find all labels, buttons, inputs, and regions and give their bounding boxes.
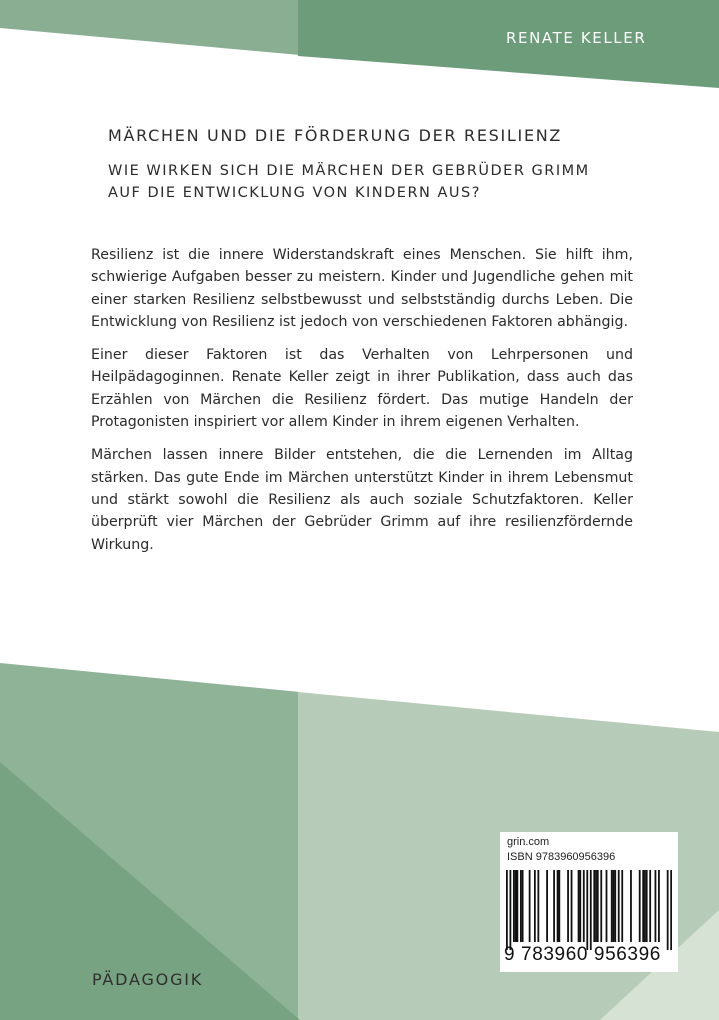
- barcode-bar: [553, 870, 555, 942]
- barcode-digits: 9 783960 956396: [504, 944, 661, 965]
- barcode-bar: [578, 870, 580, 942]
- barcode-bar: [611, 870, 613, 942]
- barcode-bar: [583, 870, 585, 942]
- barcode-bar: [655, 870, 657, 942]
- subtitle-line-1: WIE WIRKEN SICH DIE MÄRCHEN DER GEBRÜDER GRIMM: [108, 163, 590, 179]
- barcode-bar: [579, 870, 581, 942]
- barcode-bar: [597, 870, 599, 942]
- barcode-bar: [670, 870, 672, 950]
- barcode-bar: [667, 870, 669, 950]
- blurb-paragraph-2: Einer dieser Faktoren ist das Verhalten von Lehrpersonen und Heilpädagoginnen. Renate Keller zeigt in ihrer Publikation, dass auch das Erzählen von Märchen die Resilienz fördert. Das mutige Handeln der Protagonisten inspiriert vor allem Kinder in ihrem eigenen Verhalten.: [91, 347, 633, 431]
- barcode-bar: [529, 870, 531, 942]
- barcode-bar: [509, 870, 511, 950]
- subtitle-line-2: AUF DIE ENTWICKLUNG VON KINDERN AUS?: [108, 185, 481, 201]
- book-title: MÄRCHEN UND DIE FÖRDERUNG DER RESILIENZ: [108, 126, 563, 145]
- isbn-label: ISBN 9783960956396: [507, 851, 616, 863]
- barcode-bar: [606, 870, 608, 942]
- top-band-light: [0, 0, 300, 55]
- publisher-url: grin.com: [507, 836, 550, 848]
- barcode-bar: [595, 870, 597, 942]
- barcode-bar: [516, 870, 518, 942]
- barcode-bar: [630, 870, 632, 942]
- barcode-bar: [590, 870, 592, 950]
- barcode-bar: [618, 870, 620, 942]
- barcode-bar: [515, 870, 517, 942]
- barcode-bar: [600, 870, 602, 942]
- back-cover-blurb: [91, 244, 633, 567]
- barcode-bar: [506, 870, 508, 950]
- barcode-bar: [644, 870, 646, 942]
- barcode-bar: [658, 870, 660, 942]
- barcode-bar: [557, 870, 559, 942]
- barcode-bar: [613, 870, 615, 942]
- barcode-bar: [621, 870, 623, 942]
- barcode-panel: [500, 832, 678, 972]
- barcode-bar: [639, 870, 641, 942]
- barcode-bar: [642, 870, 644, 942]
- book-subtitle: [108, 160, 590, 204]
- author-name: RENATE KELLER: [506, 29, 647, 47]
- barcode-bar: [534, 870, 536, 942]
- barcode-bar: [571, 870, 573, 942]
- barcode-bar: [513, 870, 515, 942]
- blurb-paragraph-1: Resilienz ist die innere Widerstandskraft eines Menschen. Sie hilft ihm, schwierige Aufgaben besser zu meistern. Kinder und Jugendliche gehen mit einer starken Resilienz selbstbewusst und selbstständig durchs Leben. Die Entwicklung von Resilienz ist jedoch von verschiedenen Faktoren abhängig.: [91, 247, 633, 330]
- barcode-bar: [586, 870, 588, 950]
- barcode-bar: [593, 870, 595, 942]
- barcode-bar: [537, 870, 539, 942]
- barcode-bar: [520, 870, 522, 942]
- barcode-bar: [646, 870, 648, 942]
- blurb-paragraph-3: Märchen lassen innere Bilder entstehen, die die Lernenden im Alltag stärken. Das gute Ende im Märchen unterstützt Kinder in ihrem Lebensmut und stärkt sowohl die Resilienz als auch soziale Schutzfaktoren. Keller überprüft vier Märchen der Gebrüder Grimm auf ihre resilienzfördernde Wirkung.: [91, 447, 633, 553]
- category-label: PÄDAGOGIK: [92, 970, 204, 989]
- barcode-bars: [506, 870, 672, 950]
- barcode-bar: [567, 870, 569, 942]
- barcode-bar: [522, 870, 524, 942]
- barcode-bar: [614, 870, 616, 942]
- barcode-bar: [558, 870, 560, 942]
- barcode-bar: [649, 870, 651, 942]
- barcode-bar: [546, 870, 548, 942]
